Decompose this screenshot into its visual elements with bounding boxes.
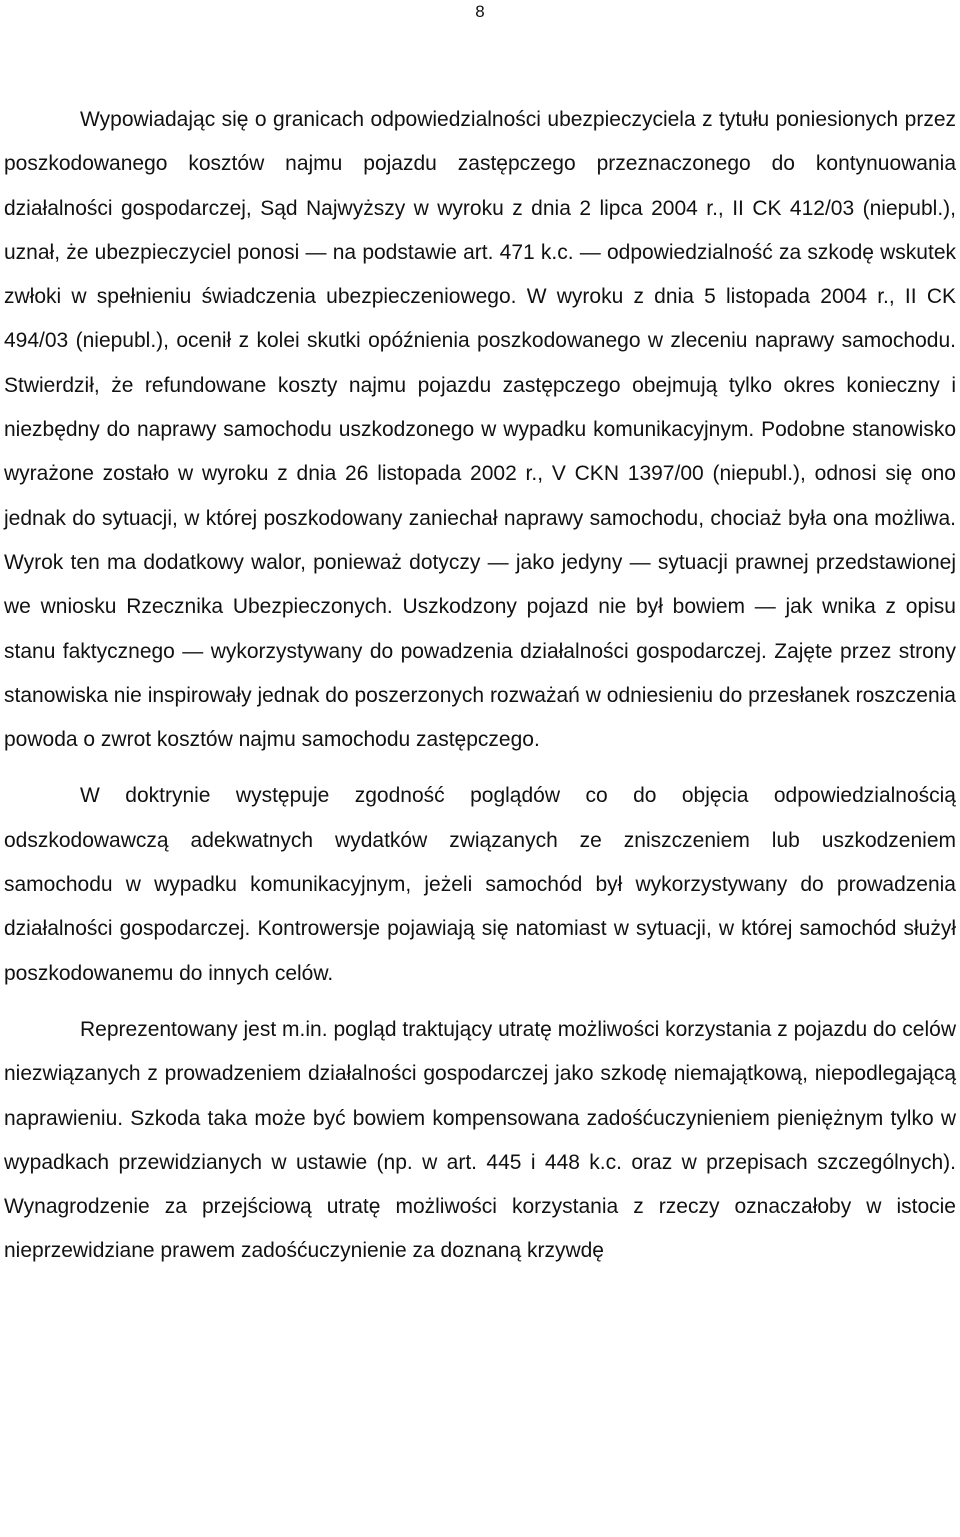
paragraph: W doktrynie występuje zgodność poglądów co do objęcia odpowiedzialnością odszkodowawczą adekwatnych wydatków związanych ze zniszczeniem lub uszkodzeniem samochodu w wypadku komunikacyjnym, jeżeli samochód był wykorzystywany do prowadzenia działalności gospodarczej. Kontrowersje pojawiają się natomiast w sytuacji, w której samochód służył poszkodowanemu do innych celów. — [4, 784, 956, 985]
page-number: 8 — [475, 2, 485, 21]
paragraph: Wypowiadając się o granicach odpowiedzialności ubezpieczyciela z tytułu poniesionych przez poszkodowanego kosztów najmu pojazdu zastępczego przeznaczonego do kontynuowania działalności gospodarczej, Sąd Najwyższy w wyroku z dnia 2 lipca 2004 r., II CK 412/03 (niepubl.), uznał, że ubezpieczyciel ponosi — na podstawie art. 471 k.c. — odpowiedzialność za szkodę wskutek zwłoki w spełnieniu świadczenia ubezpieczeniowego. W wyroku z dnia 5 listopada 2004 r., II CK 494/03 (niepubl.), ocenił z kolei skutki opóźnienia poszkodowanego w zleceniu naprawy samochodu. Stwierdził, że refundowane koszty najmu pojazdu zastępczego obejmują tylko okres konieczny i niezbędny do naprawy samochodu uszkodzonego w wypadku komunikacyjnym. Podobne stanowisko wyrażone zostało w wyroku z dnia 26 listopada 2002 r., V CKN 1397/00 (niepubl.), odnosi się ono jednak do sytuacji, w której poszkodowany zaniechał naprawy samochodu, chociaż była ona możliwa. Wyrok ten ma dodatkowy walor, ponieważ dotyczy — jako jedyny — sytuacji prawnej przedstawionej we wniosku Rzecznika Ubezpieczonych. Uszkodzony pojazd nie był bowiem — jak wnika z opisu stanu faktycznego — wykorzystywany do powadzenia działalności gospodarczej. Zajęte przez strony stanowiska nie inspirowały jednak do poszerzonych rozważań w odniesieniu do przesłanek roszczenia powoda o zwrot kosztów najmu samochodu zastępczego. — [4, 108, 956, 752]
document-body — [4, 98, 956, 1274]
paragraph: Reprezentowany jest m.in. pogląd traktujący utratę możliwości korzystania z pojazdu do celów niezwiązanych z prowadzeniem działalności gospodarczej jako szkodę niemajątkową, niepodlegającą naprawieniu. Szkoda taka może być bowiem kompensowana zadośćuczynieniem pieniężnym tylko w wypadkach przewidzianych w ustawie (np. w art. 445 i 448 k.c. oraz w przepisach szczególnych). Wynagrodzenie za przejściową utratę możliwości korzystania z rzeczy oznaczałoby w istocie nieprzewidziane prawem zadośćuczynienie za doznaną krzywdę — [4, 1017, 956, 1263]
